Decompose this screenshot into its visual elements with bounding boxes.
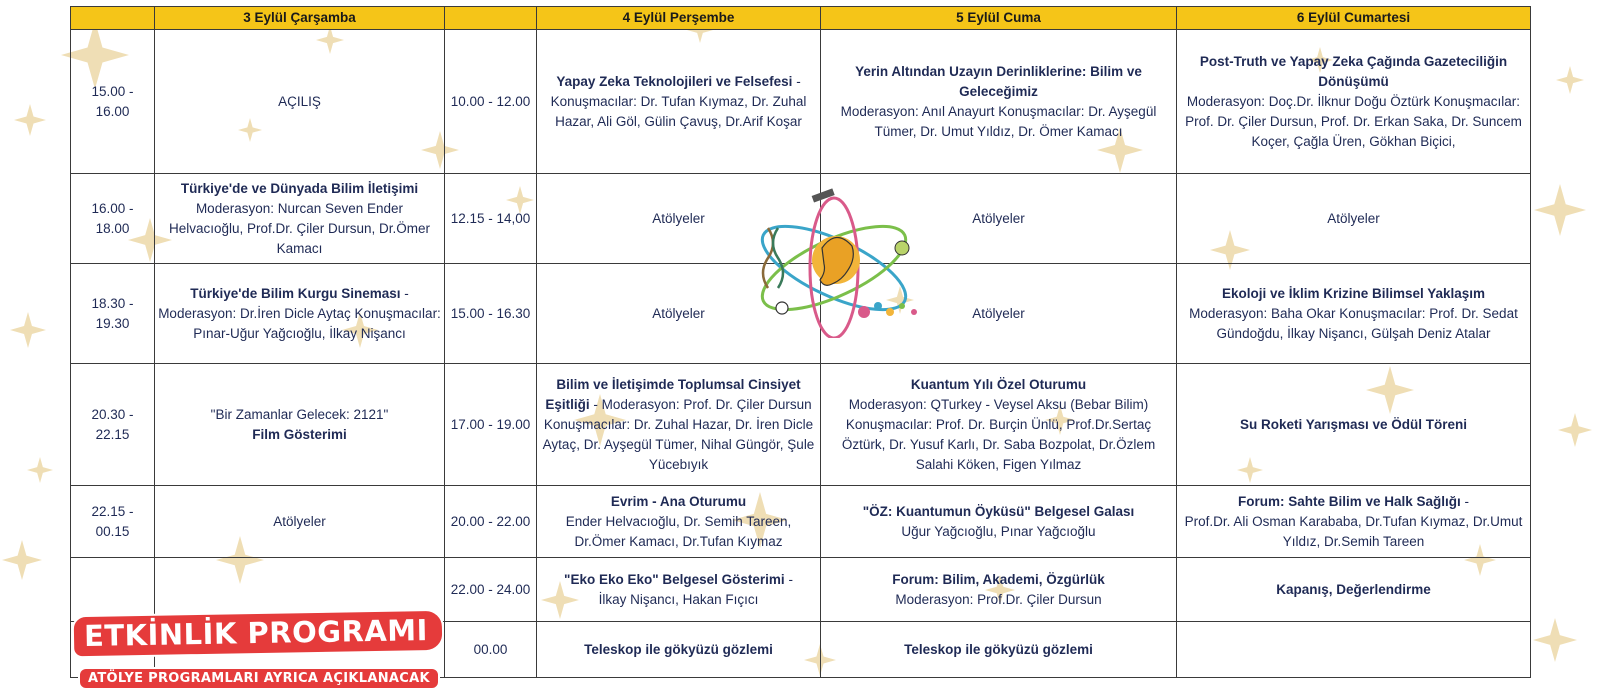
time-cell: 18.30 - 19.30 bbox=[71, 264, 155, 364]
event-cell bbox=[821, 622, 1177, 678]
event-text: Atölyeler bbox=[652, 305, 705, 321]
event-details: Moderasyon: Prof. Dr. Çiler Dursun Konuşmacılar: Dr. Zuhal Hazar, Dr. İren Dicle Aytaç, Dr. Ayşegül Tümer, Nihal Güngör, Şule Yücebıyık bbox=[542, 396, 815, 472]
time-cell: 10.00 - 12.00 bbox=[445, 30, 537, 174]
event-cell bbox=[155, 174, 445, 264]
event-cell bbox=[821, 558, 1177, 622]
event-title: Teleskop ile gökyüzü gözlemi bbox=[904, 641, 1093, 657]
event-cell bbox=[1177, 486, 1531, 558]
event-title: Ekoloji ve İklim Krizine Bilimsel Yaklaşım bbox=[1221, 285, 1486, 301]
event-title: Film Gösterimi bbox=[252, 426, 347, 442]
event-details: Moderasyon: Anıl Anayurt Konuşmacılar: Dr. Ayşegül Tümer, Dr. Umut Yıldız, Dr. Ömer Kamacı bbox=[840, 103, 1157, 139]
event-title: Bilim ve İletişimde Toplumsal Cinsiyet Eşitliği bbox=[545, 376, 801, 412]
event-title: Forum: Sahte Bilim ve Halk Sağlığı bbox=[1237, 493, 1461, 509]
event-text: "Bir Zamanlar Gelecek: 2121" bbox=[210, 406, 389, 422]
event-cell bbox=[537, 486, 821, 558]
event-cell bbox=[155, 30, 445, 174]
title-separator: - bbox=[589, 396, 602, 412]
event-title: Teleskop ile gökyüzü gözlemi bbox=[584, 641, 773, 657]
table-row bbox=[71, 364, 1531, 486]
event-cell bbox=[1177, 30, 1531, 174]
event-details: Moderasyon: QTurkey - Veysel Aksu (Bebar Bilim) Konuşmacılar: Prof. Dr. Burçin Ünlü, Prof.Dr.Sertaç Öztürk, Dr. Yusuf Karlı, Dr. Saba Bozpolat, Dr.Özlem Salahi Köken, Figen Yılmaz bbox=[841, 396, 1156, 472]
event-title: Yapay Zeka Teknolojileri ve Felsefesi bbox=[556, 73, 793, 89]
event-cell bbox=[1177, 174, 1531, 264]
event-details: İlkay Nişancı, Hakan Fıçıcı bbox=[598, 591, 759, 607]
event-title: Yerin Altından Uzayın Derinliklerine: Bilim ve Geleceğimiz bbox=[855, 63, 1142, 99]
header-row bbox=[71, 7, 1531, 30]
time-cell: 20.30 - 22.15 bbox=[71, 364, 155, 486]
event-text: Atölyeler bbox=[972, 210, 1025, 226]
time-cell: 15.00 - 16.30 bbox=[445, 264, 537, 364]
event-details: Moderasyon: Doç.Dr. İlknur Doğu Öztürk Konuşmacılar: Prof. Dr. Çiler Dursun, Prof. Dr. Erkan Saka, Dr. Suncem Koçer, Çağla Üren, Gökhan Biçici, bbox=[1185, 93, 1522, 149]
event-cell bbox=[821, 486, 1177, 558]
event-cell bbox=[1177, 364, 1531, 486]
event-title: Forum: Bilim, Akademi, Özgürlük bbox=[892, 571, 1105, 587]
event-cell bbox=[1177, 264, 1531, 364]
header-day-2: 4 Eylül Perşembe bbox=[537, 7, 821, 30]
time-cell: 15.00 - 16.00 bbox=[71, 30, 155, 174]
workshop-note-banner: ATÖLYE PROGRAMLARI AYRICA AÇIKLANACAK bbox=[78, 667, 440, 690]
time-cell: 20.00 - 22.00 bbox=[445, 486, 537, 558]
event-text: Atölyeler bbox=[972, 305, 1025, 321]
title-separator: - bbox=[1460, 493, 1470, 509]
event-title: Su Roketi Yarışması ve Ödül Töreni bbox=[1239, 416, 1468, 432]
event-cell bbox=[821, 30, 1177, 174]
header-empty-cell bbox=[445, 7, 537, 30]
event-cell bbox=[537, 558, 821, 622]
event-cell bbox=[537, 30, 821, 174]
event-title: "Eko Eko Eko" Belgesel Gösterimi bbox=[564, 571, 785, 587]
header-day-1: 3 Eylül Çarşamba bbox=[155, 7, 445, 30]
science-atom-emblem bbox=[752, 188, 932, 338]
time-cell: 12.15 - 14,00 bbox=[445, 174, 537, 264]
event-text: Atölyeler bbox=[273, 513, 326, 529]
title-separator: - bbox=[784, 571, 793, 587]
time-cell: 22.15 - 00.15 bbox=[71, 486, 155, 558]
event-cell bbox=[155, 264, 445, 364]
event-details: Ender Helvacıoğlu, Dr. Semih Tareen, Dr.Ömer Kamacı, Dr.Tufan Kıymaz bbox=[565, 513, 792, 549]
event-details: Moderasyon: Nurcan Seven Ender Helvacıoğlu, Prof.Dr. Çiler Dursun, Dr.Ömer Kamacı bbox=[168, 200, 431, 256]
event-title: Kuantum Yılı Özel Oturumu bbox=[910, 376, 1087, 392]
event-cell bbox=[537, 364, 821, 486]
event-details: Uğur Yağcıoğlu, Pınar Yağcıoğlu bbox=[901, 523, 1096, 539]
time-cell-empty bbox=[71, 558, 155, 622]
time-cell: 17.00 - 19.00 bbox=[445, 364, 537, 486]
event-title: Kapanış, Değerlendirme bbox=[1276, 581, 1431, 597]
header-day-3: 5 Eylül Cuma bbox=[821, 7, 1177, 30]
event-text: Atölyeler bbox=[652, 210, 705, 226]
event-text: Atölyeler bbox=[1327, 210, 1380, 226]
title-separator: - bbox=[400, 285, 409, 301]
event-details: Prof.Dr. Ali Osman Karababa, Dr.Tufan Kıymaz, Dr.Umut Yıldız, Dr.Semih Tareen bbox=[1184, 513, 1523, 549]
program-title-banner: ETKİNLİK PROGRAMI bbox=[72, 609, 445, 658]
time-cell: 00.00 bbox=[445, 622, 537, 678]
event-details: Moderasyon: Prof.Dr. Çiler Dursun bbox=[895, 591, 1102, 607]
event-title: Evrim - Ana Oturumu bbox=[610, 493, 747, 509]
event-cell bbox=[821, 364, 1177, 486]
time-cell: 22.00 - 24.00 bbox=[445, 558, 537, 622]
event-cell-empty bbox=[1177, 622, 1531, 678]
event-details: Moderasyon: Baha Okar Konuşmacılar: Prof. Dr. Sedat Gündoğdu, İlkay Nişancı, Gülşah Deniz Atalar bbox=[1189, 305, 1518, 341]
event-cell bbox=[537, 622, 821, 678]
event-text: AÇILIŞ bbox=[278, 93, 321, 109]
header-empty-cell bbox=[71, 7, 155, 30]
event-details: Konuşmacılar: Dr. Tufan Kıymaz, Dr. Zuhal Hazar, Ali Göl, Gülin Çavuş, Dr.Arif Koşar bbox=[550, 93, 807, 129]
event-title: "ÖZ: Kuantumun Öyküsü" Belgesel Galası bbox=[862, 503, 1135, 519]
event-title: Türkiye'de Bilim Kurgu Sineması bbox=[190, 285, 401, 301]
schedule-table bbox=[70, 6, 1531, 678]
event-cell bbox=[155, 364, 445, 486]
event-title: Post-Truth ve Yapay Zeka Çağında Gazeteciliğin Dönüşümü bbox=[1199, 53, 1508, 89]
table-row bbox=[71, 486, 1531, 558]
time-cell: 16.00 - 18.00 bbox=[71, 174, 155, 264]
table-row bbox=[71, 30, 1531, 174]
header-day-4: 6 Eylül Cumartesi bbox=[1177, 7, 1531, 30]
event-cell bbox=[155, 486, 445, 558]
event-details: Moderasyon: Dr.İren Dicle Aytaç Konuşmacılar: Pınar-Uğur Yağcıoğlu, İlkay Nişancı bbox=[158, 305, 441, 341]
event-cell bbox=[1177, 558, 1531, 622]
title-separator: - bbox=[792, 73, 801, 89]
event-title: Türkiye'de ve Dünyada Bilim İletişimi bbox=[180, 180, 419, 196]
